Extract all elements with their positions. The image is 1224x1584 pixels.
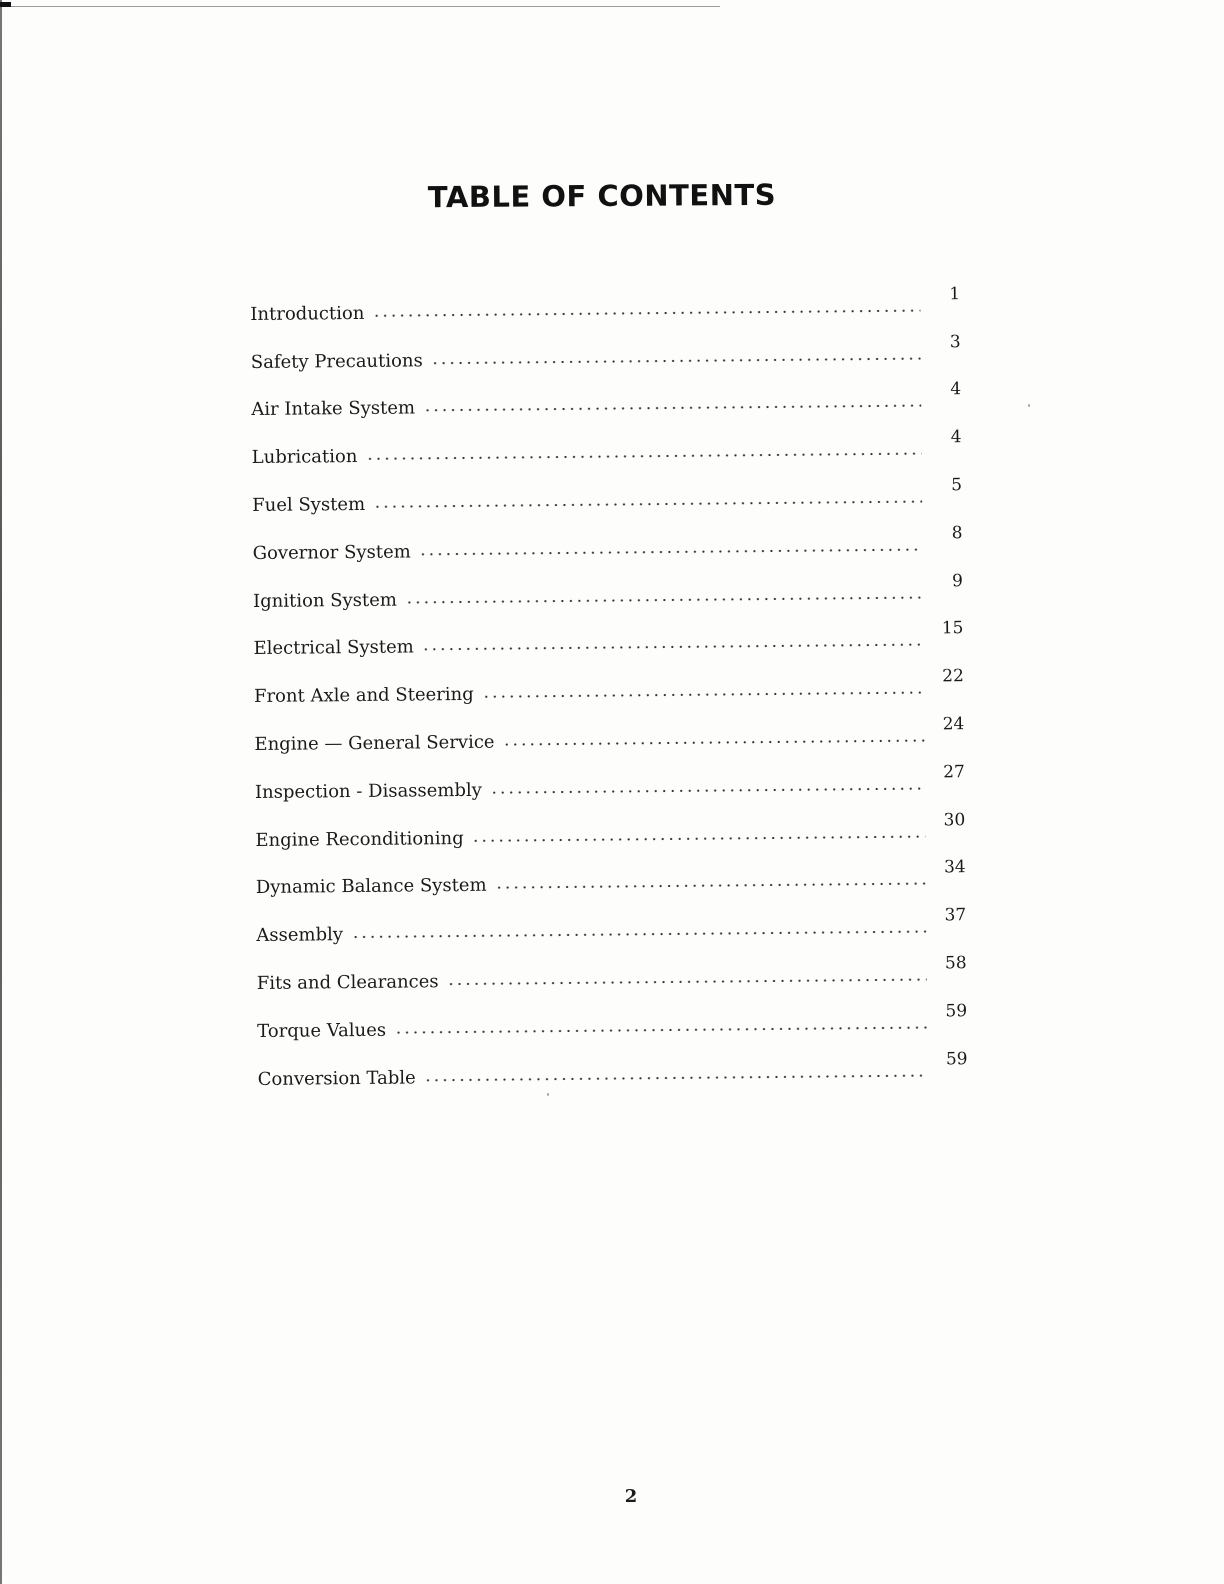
toc-entry-label: Assembly [256, 924, 344, 947]
toc-entry [254, 652, 964, 707]
toc-leader-dots [424, 1071, 928, 1084]
toc-entry [255, 747, 965, 802]
corner-mark [0, 2, 11, 7]
toc-entry-page: 4 [950, 379, 962, 400]
toc-entry-page: 59 [945, 1048, 968, 1069]
toc-entry-page: 59 [945, 1000, 968, 1022]
toc-entry-label: Conversion Table [257, 1066, 416, 1090]
toc-entry-page: 24 [942, 714, 965, 735]
toc-entry [256, 938, 966, 993]
toc-entry-page: 4 [950, 427, 962, 448]
toc-leader-dots [482, 689, 924, 701]
toc-entry-label: Fuel System [252, 493, 366, 516]
toc-leader-dots [503, 737, 925, 749]
toc-entry-page: 30 [943, 809, 966, 830]
toc-entry [257, 1034, 967, 1089]
toc-entry-page: 9 [952, 570, 964, 591]
toc-entry [257, 986, 967, 1041]
toc-entry [250, 317, 960, 372]
toc-entry [255, 795, 965, 850]
toc-entry [253, 556, 963, 611]
toc-entry [256, 891, 966, 946]
toc-entry [256, 843, 966, 898]
toc-leader-dots [472, 832, 926, 844]
toc-entry-page: 15 [941, 618, 964, 639]
toc-entry-label: Safety Precautions [250, 349, 423, 373]
toc-entry-label: Electrical System [253, 636, 414, 660]
toc-entry-page: 3 [949, 331, 961, 352]
toc-entry-page: 8 [951, 522, 963, 544]
toc-entry-page: 37 [944, 905, 967, 926]
toc-entry-label: Governor System [252, 541, 411, 564]
toc-entry-label: Fits and Clearances [256, 971, 439, 994]
scan-speck [547, 1093, 549, 1096]
toc-entry-label: Engine — General Service [254, 731, 495, 755]
toc-entry [251, 413, 961, 468]
toc-entry-label: Torque Values [257, 1019, 387, 1042]
table-of-contents [250, 269, 968, 1088]
toc-entry [252, 508, 962, 563]
toc-entry [252, 460, 962, 515]
toc-entry-label: Inspection - Disassembly [254, 779, 482, 803]
toc-entry-label: Introduction [250, 302, 365, 325]
toc-entry-page: 27 [943, 761, 965, 783]
toc-entry-label: Dynamic Balance System [255, 875, 487, 899]
toc-leader-dots [495, 880, 926, 892]
toc-entry [254, 699, 964, 754]
page-title: TABLE OF CONTENTS [427, 178, 777, 215]
toc-entry-page: 22 [942, 666, 964, 687]
toc-entry-label: Front Axle and Steering [253, 684, 474, 708]
toc-entry-label: Lubrication [251, 446, 358, 469]
toc-entry-page: 1 [949, 283, 961, 305]
scan-speck [1028, 404, 1030, 407]
toc-entry [251, 365, 961, 420]
top-scan-rule [0, 6, 720, 7]
toc-entry [250, 269, 960, 324]
toc-entry [253, 604, 963, 659]
toc-entry-page: 58 [944, 953, 967, 974]
page-number: 2 [624, 1486, 638, 1507]
toc-entry-label: Engine Reconditioning [255, 827, 464, 851]
toc-entry-page: 5 [951, 475, 963, 496]
toc-entry-label: Air Intake System [251, 397, 416, 421]
page-left-edge [0, 0, 2, 1584]
toc-leader-dots [490, 784, 925, 796]
toc-entry-page: 34 [943, 857, 966, 878]
toc-entry-label: Ignition System [253, 589, 398, 612]
